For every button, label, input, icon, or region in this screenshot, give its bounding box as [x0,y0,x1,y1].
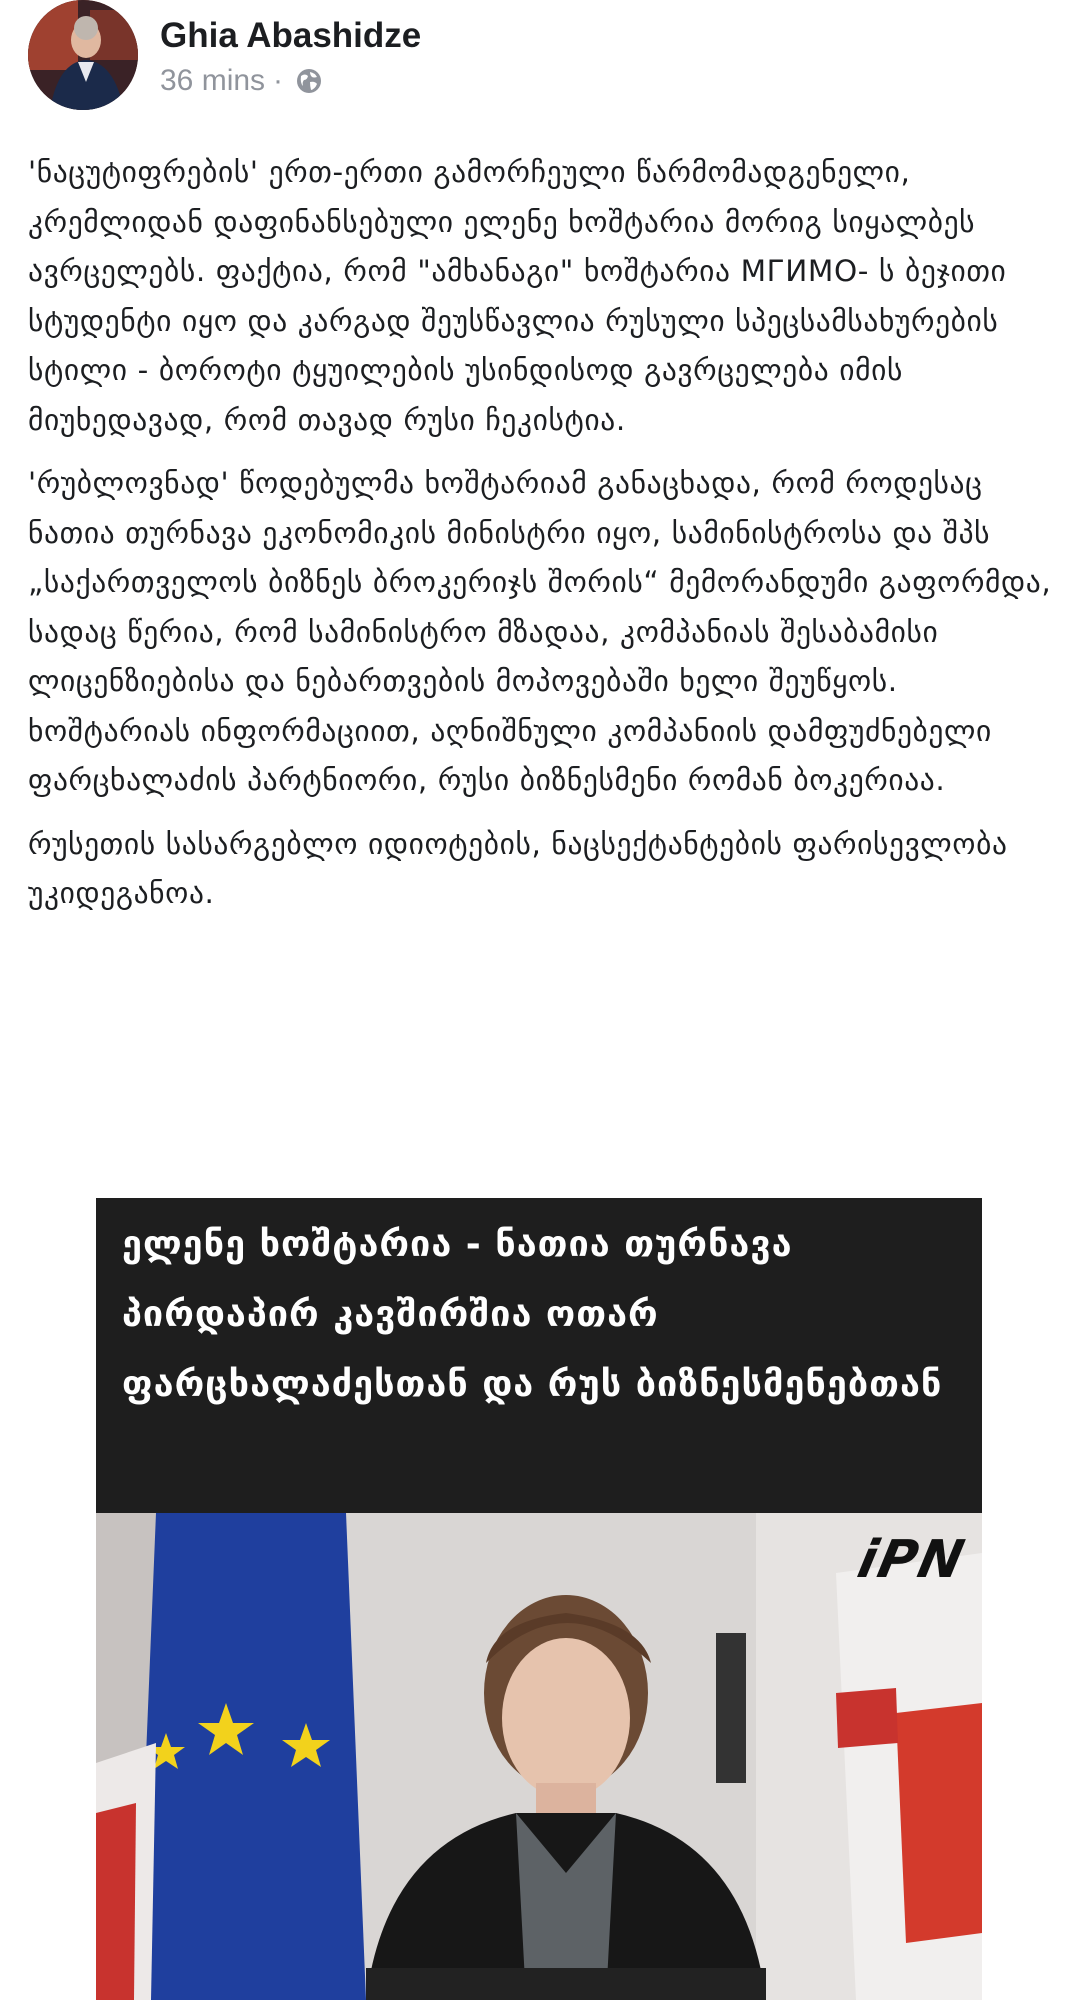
post-timestamp[interactable]: 36 mins [160,64,266,97]
headline-band [96,1198,982,1513]
image-headline: ელენე ხოშტარია - ნათია თურნავა პირდაპირ კავშირშია ოთარ ფარცხალაძესთან და რუს ბიზნესმენებთან [122,1224,943,1405]
post-paragraph: 'ნაცუტიფრების' ერთ-ერთი გამორჩეული წარმომადგენელი, კრემლიდან დაფინანსებული ელენე ხოშტარია მორიგ სიყალბეს ავრცელებს. ფაქტია, რომ "ამხანაგი" ხოშტარია МГИМО- ს ბეჯითი სტუდენტი იყო და კარგად შეუსწავლია რუსული სპეცსამსახურების სტილი - ბოროტი ტყუილების უსინდისოდ გავრცელება იმის მიუხედავად, რომ თავად რუსი ჩეკისტია. [28,155,1007,437]
author-name[interactable]: Ghia Abashidze [160,16,422,55]
post-header [28,0,1068,120]
news-photo [96,1513,982,2000]
globe-icon[interactable] [295,67,323,95]
avatar-photo [28,0,138,110]
post-meta [160,64,323,98]
ipn-logo: iPN [852,1530,971,1590]
post-paragraph: 'რუბლოვნად' წოდებულმა ხოშტარიამ განაცხადა, რომ როდესაც ნათია თურნავა ეკონომიკის მინისტრი იყო, სამინისტროსა და შპს „საქართველოს ბიზნეს ბროკერიჯს შორის“ მემორანდუმი გაფორმდა, სადაც წერია, რომ სამინისტრო მზადაა, კომპანიას შესაბამისი ლიცენზიებისა და ნებართვების მოპოვებაში ხელი შეუწყოს. [28,466,1052,698]
post-paragraph: რუსეთის სასარგებლო იდიოტების, ნაცსექტანტების ფარისევლობა უკიდეგანოა. [28,826,1008,910]
post-paragraph: ხოშტარიას ინფორმაციით, აღნიშნული კომპანიის დამფუძნებელი ფარცხალაძის პარტნიორი, რუსი ბიზნესმენი რომან ბოკერიაა. [28,713,992,797]
meta-separator: · [273,64,284,97]
shared-image[interactable] [96,1198,982,2000]
post-text [28,148,1058,933]
avatar[interactable] [28,0,138,110]
